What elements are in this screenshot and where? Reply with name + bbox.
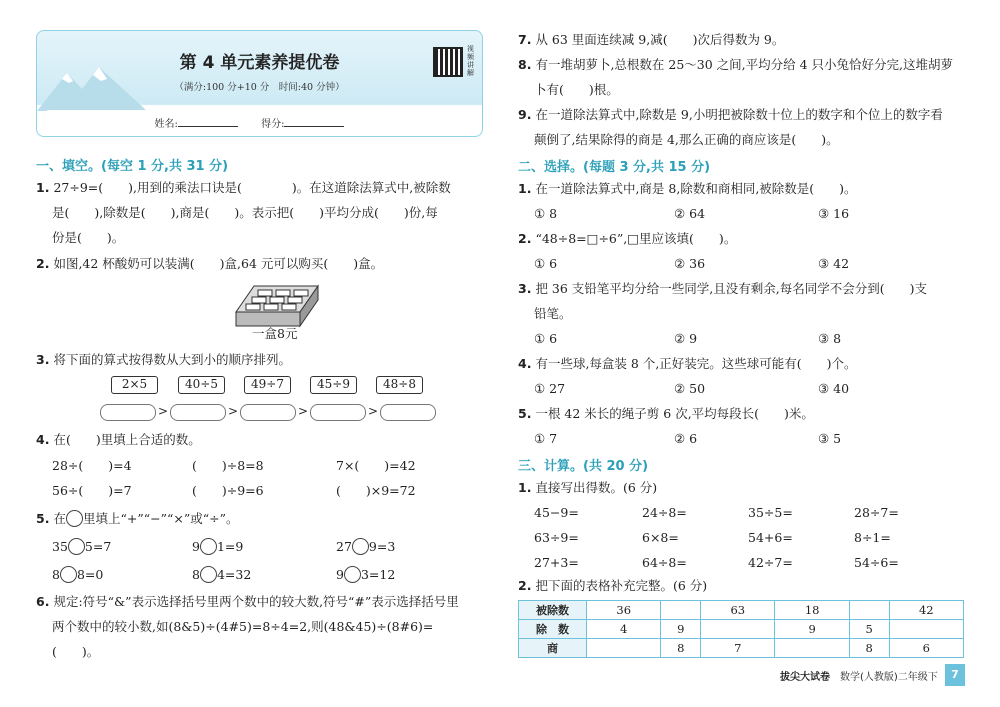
operator-item: 8 4=32 <box>192 567 252 582</box>
table-cell[interactable]: 8 <box>661 639 701 658</box>
calc-item: 54÷6= <box>854 555 899 570</box>
operator-circle[interactable] <box>344 566 361 583</box>
option[interactable]: ③ 5 <box>818 431 842 446</box>
table-cell[interactable]: 9 <box>775 620 849 639</box>
question: 3. 把 36 支铅笔平均分给一些同学,且没有剩余,每名同学不会分到( )支 <box>518 281 928 296</box>
operator-circle[interactable] <box>68 538 85 555</box>
calc-item: 28÷7= <box>854 505 899 520</box>
calc-item: 42÷7= <box>748 555 793 570</box>
calc-item: 6×8= <box>642 530 679 545</box>
question-line: 铅笔。 <box>534 306 572 321</box>
table-cell[interactable]: 36 <box>587 601 661 620</box>
operator-circle[interactable] <box>200 566 217 583</box>
table-cell[interactable] <box>587 639 661 658</box>
operator-item: 9 3=12 <box>336 567 396 582</box>
expression-chip: 49÷7 <box>244 376 291 394</box>
exam-title: 第 4 单元素养提优卷 <box>179 53 340 73</box>
option[interactable]: ① 8 <box>534 206 558 221</box>
footer-brand: 拔尖大试卷 <box>780 672 830 683</box>
question: 9. 在一道除法算式中,除数是 9,小明把被除数十位上的数字和个位上的数字看 <box>518 107 943 122</box>
answer-blank[interactable] <box>380 404 436 421</box>
option[interactable]: ③ 40 <box>818 381 850 396</box>
option[interactable]: ① 6 <box>534 331 558 346</box>
option[interactable]: ③ 8 <box>818 331 842 346</box>
greater-than: > <box>298 404 309 418</box>
option[interactable]: ① 6 <box>534 256 558 271</box>
qr-code-icon[interactable] <box>433 47 463 77</box>
name-field[interactable] <box>178 117 238 127</box>
table-cell[interactable] <box>849 601 889 620</box>
table-cell[interactable]: 6 <box>889 639 963 658</box>
option[interactable]: ② 50 <box>674 381 706 396</box>
section-title: 三、计算。(共 20 分) <box>518 459 649 474</box>
question: 1. 直接写出得数。(6 分) <box>518 480 658 495</box>
table-cell[interactable]: 8 <box>849 639 889 658</box>
operator-circle[interactable] <box>200 538 217 555</box>
section-title: 一、填空。(每空 1 分,共 31 分) <box>36 159 229 174</box>
table-cell[interactable]: 42 <box>889 601 963 620</box>
question: 1. 27÷9=( ),用到的乘法口诀是( )。在这道除法算式中,被除数 <box>36 180 451 195</box>
answer-blank[interactable] <box>310 404 366 421</box>
expression-chip: 45÷9 <box>310 376 357 394</box>
page-footer <box>780 668 938 683</box>
calc-item: 63÷9= <box>534 530 579 545</box>
question: 2. 把下面的表格补充完整。(6 分) <box>518 578 708 593</box>
fill-item: ( )÷9=6 <box>192 483 264 498</box>
circle-icon <box>66 510 83 527</box>
question: 4. 有一些球,每盒装 8 个,正好装完。这些球可能有( )个。 <box>518 356 857 371</box>
question: 4. 在( )里填上合适的数。 <box>36 432 201 447</box>
greater-than: > <box>158 404 169 418</box>
operator-circle[interactable] <box>352 538 369 555</box>
division-table <box>518 600 964 658</box>
expression-chip: 2×5 <box>111 376 158 394</box>
table-cell[interactable] <box>889 620 963 639</box>
score-label: 得分: <box>261 119 285 130</box>
option[interactable]: ② 36 <box>674 256 706 271</box>
answer-blank[interactable] <box>240 404 296 421</box>
table-cell[interactable]: 5 <box>849 620 889 639</box>
calc-item: 27+3= <box>534 555 579 570</box>
calc-item: 54+6= <box>748 530 793 545</box>
footer-subject: 数学(人教版)二年级下 <box>840 672 938 683</box>
calc-item: 45−9= <box>534 505 579 520</box>
question-line: 颠倒了,结果除得的商是 4,那么正确的商应该是( )。 <box>534 132 839 147</box>
table-cell[interactable]: 7 <box>701 639 775 658</box>
calc-item: 24÷8= <box>642 505 687 520</box>
question-line: 卜有( )根。 <box>534 82 619 97</box>
question-line: 两个数中的较小数,如(8&5)÷(4#5)=8÷4=2,则(48&45)÷(8#6)= <box>52 619 434 634</box>
operator-item: 35 5=7 <box>52 539 112 554</box>
table-cell[interactable] <box>661 601 701 620</box>
fill-item: 7×( )=42 <box>336 458 416 473</box>
question: 5. 在 里填上“+”“−”“×”或“÷”。 <box>36 511 239 526</box>
option[interactable]: ② 9 <box>674 331 698 346</box>
table-cell[interactable] <box>701 620 775 639</box>
fill-item: 28÷( )=4 <box>52 458 132 473</box>
page-number: 7 <box>945 664 965 686</box>
table-row <box>519 601 964 620</box>
table-header-cell: 商 <box>519 639 587 658</box>
table-header-cell: 除 数 <box>519 620 587 639</box>
fill-item: ( )×9=72 <box>336 483 416 498</box>
option[interactable]: ② 64 <box>674 206 706 221</box>
table-row <box>519 639 964 658</box>
greater-than: > <box>228 404 239 418</box>
student-fields <box>37 115 482 130</box>
calc-item: 8÷1= <box>854 530 891 545</box>
question: 8. 有一堆胡萝卜,总根数在 25～30 之间,平均分给 4 只小兔恰好分完,这堆胡萝 <box>518 57 954 72</box>
table-header-cell: 被除数 <box>519 601 587 620</box>
exam-header <box>36 30 483 137</box>
table-cell[interactable] <box>775 639 849 658</box>
table-cell[interactable]: 9 <box>661 620 701 639</box>
box-caption: 一盒8元 <box>252 326 298 341</box>
exam-subtitle: （满分:100 分+10 分 时间:40 分钟） <box>174 82 345 93</box>
section-title: 二、选择。(每题 3 分,共 15 分) <box>518 160 711 175</box>
expression-chip: 40÷5 <box>178 376 225 394</box>
question-line: 份是( )。 <box>52 230 125 245</box>
operator-circle[interactable] <box>60 566 77 583</box>
expression-chip: 48÷8 <box>376 376 423 394</box>
operator-item: 8 8=0 <box>52 567 104 582</box>
question: 1. 在一道除法算式中,商是 8,除数和商相同,被除数是( )。 <box>518 181 857 196</box>
option[interactable]: ③ 42 <box>818 256 850 271</box>
table-cell[interactable]: 63 <box>701 601 775 620</box>
yogurt-box-illustration <box>232 282 322 330</box>
question: 5. 一根 42 米长的绳子剪 6 次,平均每段长( )米。 <box>518 406 814 421</box>
question: 6. 规定:符号“&”表示选择括号里两个数中的较大数,符号“#”表示选择括号里 <box>36 594 459 609</box>
operator-item: 27 9=3 <box>336 539 396 554</box>
answer-blank[interactable] <box>170 404 226 421</box>
calc-item: 35÷5= <box>748 505 793 520</box>
question: 2. 如图,42 杯酸奶可以装满( )盒,64 元可以购买( )盒。 <box>36 256 384 271</box>
score-field[interactable] <box>284 117 344 127</box>
option[interactable]: ③ 16 <box>818 206 850 221</box>
question: 3. 将下面的算式按得数从大到小的顺序排列。 <box>36 352 291 367</box>
table-row <box>519 620 964 639</box>
fill-item: 56÷( )=7 <box>52 483 132 498</box>
table-cell[interactable]: 4 <box>587 620 661 639</box>
greater-than: > <box>368 404 379 418</box>
question-line: 是( ),除数是( ),商是( )。表示把( )平均分成( )份,每 <box>52 205 438 220</box>
option[interactable]: ① 27 <box>534 381 566 396</box>
calc-item: 64÷8= <box>642 555 687 570</box>
answer-blank[interactable] <box>100 404 156 421</box>
question-line: ( )。 <box>52 644 100 659</box>
option[interactable]: ① 7 <box>534 431 558 446</box>
table-cell[interactable]: 18 <box>775 601 849 620</box>
option[interactable]: ② 6 <box>674 431 698 446</box>
question: 2. “48÷8=□÷6”,□里应该填( )。 <box>518 231 737 246</box>
qr-label: 视频讲解 <box>467 45 474 77</box>
question: 7. 从 63 里面连续减 9,减( )次后得数为 9。 <box>518 32 785 47</box>
operator-item: 9 1=9 <box>192 539 244 554</box>
name-label: 姓名: <box>154 119 178 130</box>
fill-item: ( )÷8=8 <box>192 458 264 473</box>
